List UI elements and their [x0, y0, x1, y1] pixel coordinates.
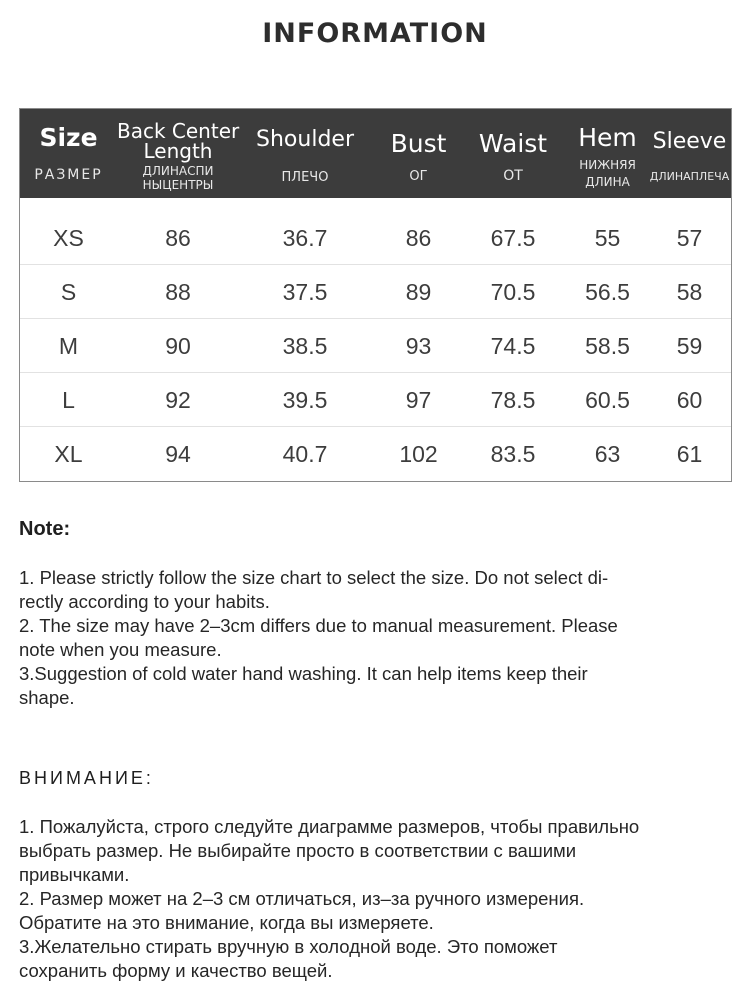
header-size-ru: РАЗМЕР [34, 167, 103, 183]
ru-note-heading: ВНИМАНИЕ: [19, 768, 154, 788]
table-header [20, 109, 731, 198]
cell-bust: 102 [399, 441, 438, 467]
cell-waist: 67.5 [490, 225, 536, 251]
cell-waist: 78.5 [490, 387, 536, 413]
header-waist-ru: ОТ [503, 168, 523, 184]
cell-back-center-length: 90 [165, 333, 191, 359]
cell-waist: 70.5 [490, 279, 536, 305]
ru-note-line: привычками. [19, 864, 130, 885]
note-line: note when you measure. [19, 639, 222, 660]
cell-size: XS [53, 225, 84, 251]
ru-note-line: Обратите на это внимание, когда вы измеряете. [19, 912, 434, 933]
cell-sleeve: 57 [676, 225, 703, 251]
header-bust-ru: ОГ [409, 169, 428, 184]
ru-note-line: сохранить форму и качество вещей. [19, 960, 333, 981]
ru-note-paragraph [19, 815, 719, 983]
ru-note-line: 1. Пожалуйста, строго следуйте диаграмме размеров, чтобы правильно [19, 816, 640, 837]
cell-shoulder: 39.5 [282, 387, 328, 413]
cell-bust: 97 [405, 387, 432, 413]
ru-note-line: выбрать размер. Не выбирайте просто в соответствии с вашими [19, 840, 577, 861]
header-back-center-ru-1: ДЛИНАСПИ [142, 164, 214, 178]
header-back-center-ru-2: НЫЦЕНТРЫ [142, 178, 214, 192]
header-waist [466, 109, 560, 198]
note-line: 3.Suggestion of cold water hand washing. It can help items keep their [19, 663, 588, 684]
ru-note-line: 3.Желательно стирать вручную в холодной воде. Это поможет [19, 936, 558, 957]
note-line: rectly according to your habits. [19, 591, 270, 612]
cell-size: XL [54, 441, 83, 467]
header-shoulder-ru: ПЛЕЧО [281, 170, 329, 185]
cell-hem: 60.5 [585, 387, 630, 413]
cell-size: L [62, 387, 75, 413]
header-waist-en: Waist [478, 129, 548, 158]
cell-sleeve: 59 [676, 333, 703, 359]
cell-hem: 63 [594, 441, 621, 467]
cell-hem: 56.5 [585, 279, 630, 305]
cell-bust: 93 [405, 333, 432, 359]
header-bust [371, 109, 466, 198]
cell-size: S [60, 279, 77, 305]
header-hem-en: Hem [578, 123, 637, 152]
header-sleeve-ru: ДЛИНАПЛЕЧА [649, 170, 730, 183]
ru-note-line: 2. Размер может на 2–3 см отличаться, из–за ручного измерения. [19, 888, 585, 909]
header-shoulder-en: Shoulder [256, 127, 354, 152]
table-row [20, 427, 731, 481]
cell-sleeve: 58 [676, 279, 703, 305]
cell-shoulder: 38.5 [282, 333, 328, 359]
header-hem [560, 109, 655, 198]
note-line: 1. Please strictly follow the size chart to select the size. Do not select di- [19, 567, 609, 588]
cell-shoulder: 36.7 [282, 225, 328, 251]
note-heading: Note: [19, 518, 71, 540]
cell-back-center-length: 94 [165, 441, 191, 467]
header-back-center-en-2: Length [143, 139, 213, 163]
note-line: shape. [19, 687, 75, 708]
note-line: 2. The size may have 2–3cm differs due to manual measurement. Please [19, 615, 618, 636]
cell-waist: 83.5 [490, 441, 536, 467]
header-sleeve [648, 109, 731, 198]
header-hem-ru-2: ДЛИНА [585, 175, 630, 189]
table-row [20, 373, 731, 427]
header-back-center-en-1: Back Center [117, 119, 240, 143]
header-size [20, 109, 117, 198]
header-shoulder [239, 109, 371, 198]
cell-hem: 58.5 [585, 333, 630, 359]
table-row [20, 265, 731, 319]
cell-size: M [58, 333, 79, 359]
cell-sleeve: 61 [676, 441, 703, 467]
table-row [20, 319, 731, 373]
cell-bust: 86 [405, 225, 432, 251]
table-row [20, 211, 731, 265]
cell-back-center-length: 92 [165, 387, 191, 413]
cell-back-center-length: 88 [165, 279, 191, 305]
note-paragraph [19, 566, 719, 710]
header-size-en: Size [39, 123, 98, 152]
cell-shoulder: 40.7 [282, 441, 328, 467]
cell-shoulder: 37.5 [282, 279, 328, 305]
header-bust-en: Bust [390, 129, 447, 158]
header-hem-ru-1: НИЖНЯЯ [579, 158, 636, 172]
cell-sleeve: 60 [676, 387, 703, 413]
cell-back-center-length: 86 [165, 225, 191, 251]
size-chart-table [19, 108, 732, 482]
cell-bust: 89 [405, 279, 432, 305]
header-sleeve-en: Sleeve [652, 129, 727, 154]
cell-waist: 74.5 [490, 333, 536, 359]
cell-hem: 55 [594, 225, 621, 251]
page-title: INFORMATION [262, 18, 488, 49]
header-back-center-length [117, 109, 239, 198]
